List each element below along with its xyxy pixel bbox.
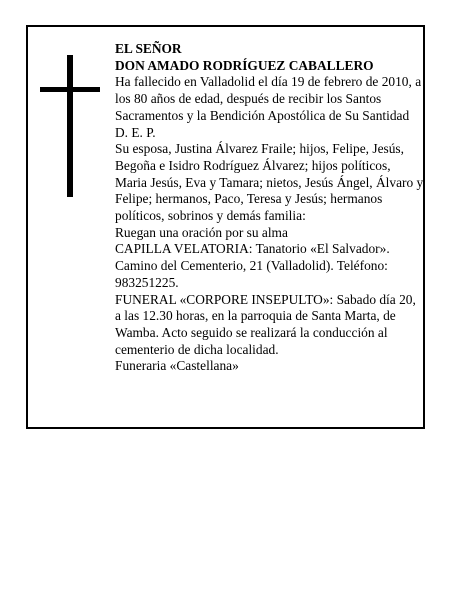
deceased-name: DON AMADO RODRÍGUEZ CABALLERO xyxy=(115,57,374,73)
chapel-info: CAPILLA VELATORIA: Tanatorio «El Salvador». Camino del Cementerio, 21 (Valladolid). Teléfono: 983251225. xyxy=(115,241,390,290)
death-announcement: Ha fallecido en Valladolid el día 19 de febrero de 2010, a los 80 años de edad, después de recibir los Santos Sacramentos y la Bendición Apostólica de Su Santidad D. E. P. xyxy=(115,74,422,140)
prayer-request: Ruegan una oración por su alma xyxy=(115,224,288,240)
funeral-info: FUNERAL «CORPORE INSEPULTO»: Sabado día 20, a las 12.30 horas, en la parroquia de Santa Marta, de Wamba. Acto seguido se realizará la conducción al cementerio de dicha localidad. xyxy=(115,291,416,357)
notice-title-line1: EL SEÑOR xyxy=(115,41,182,56)
latin-cross-icon xyxy=(40,55,100,197)
family-list: Su esposa, Justina Álvarez Fraile; hijos, Felipe, Jesús, Begoña e Isidro Rodríguez Álvarez; hijos políticos, Maria Jesús, Eva y Tamara; nietos, Jesús Ángel, Álvaro y Felipe; hermanos, Paco, Teresa y Jesús; hermanos políticos, sobrinos y demás familia: xyxy=(115,141,424,224)
obituary-notice xyxy=(26,25,425,429)
notice-body xyxy=(115,41,425,375)
funeral-home: Funeraria «Castellana» xyxy=(115,358,239,374)
